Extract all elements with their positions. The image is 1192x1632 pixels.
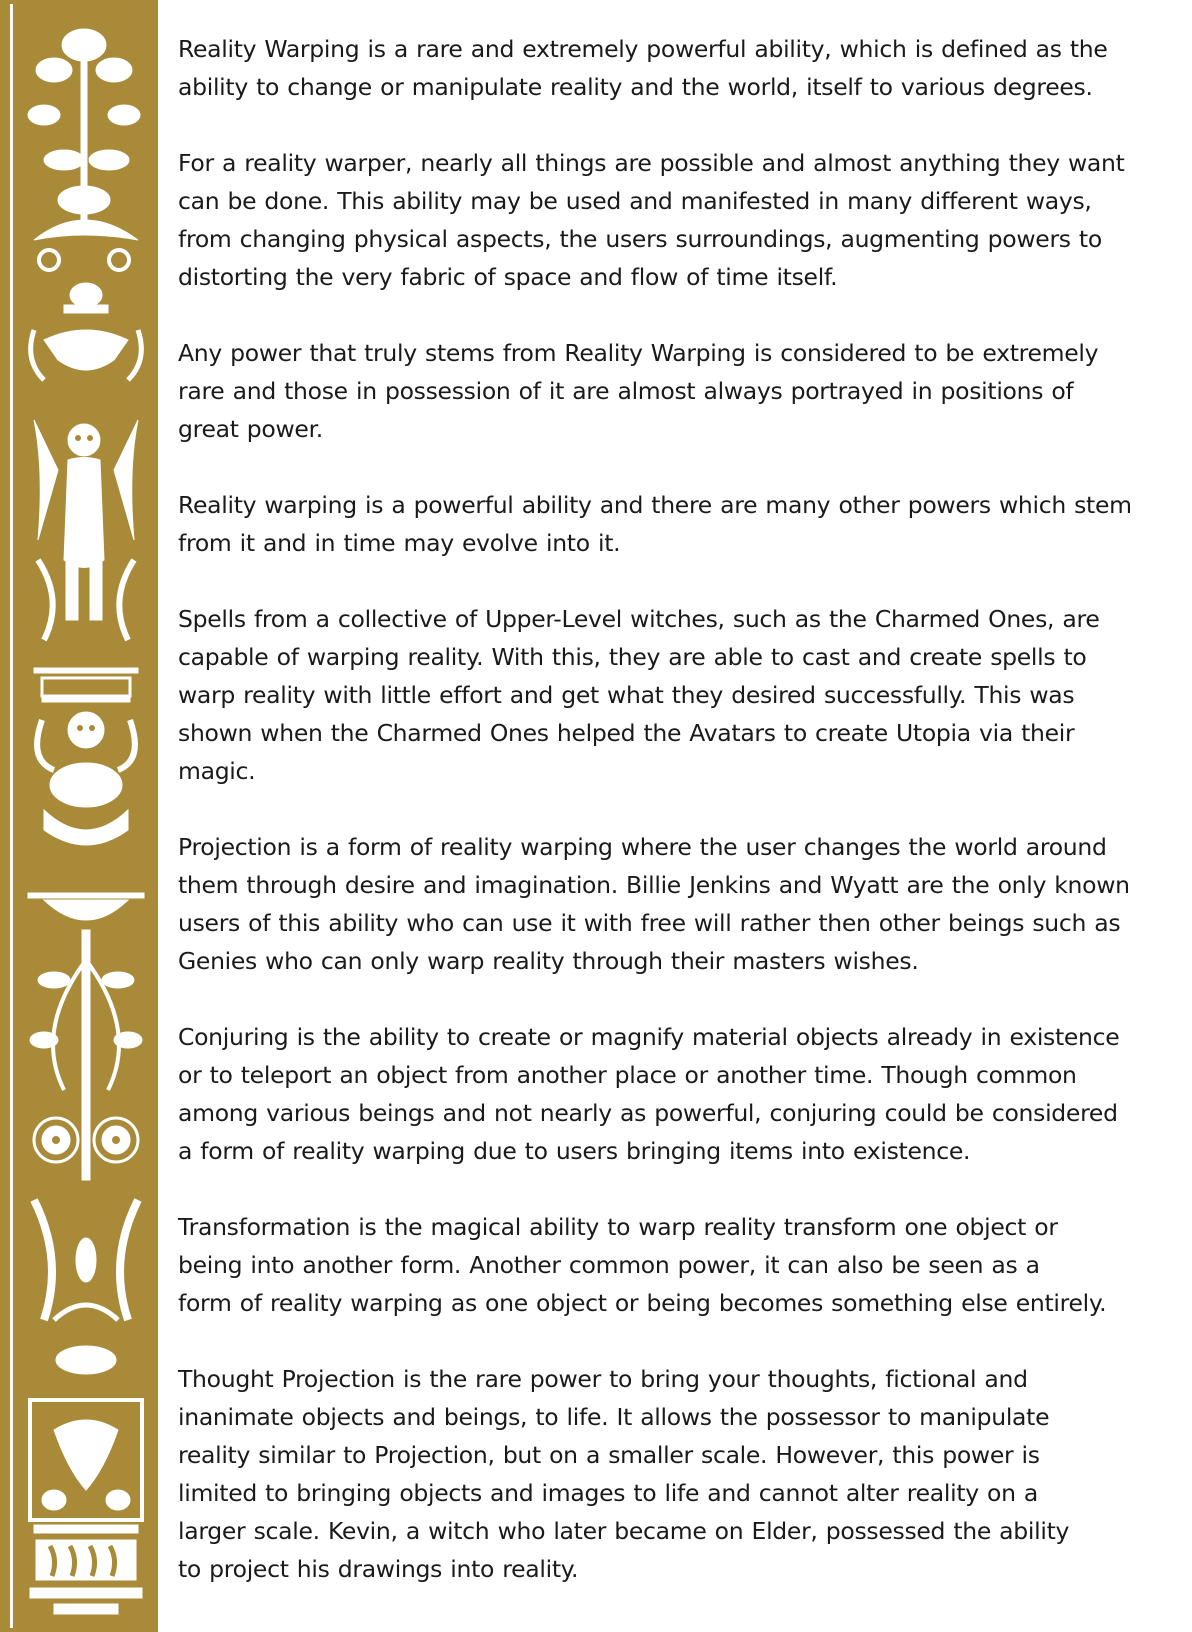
text-line: Transformation is the magical ability to warp reality transform one object or — [178, 1213, 1058, 1241]
article-body — [178, 30, 1178, 1626]
text-line: ability to change or manipulate reality and the world, itself to various degrees. — [178, 73, 1093, 101]
text-line: rare and those in possession of it are almost always portrayed in positions of — [178, 377, 1074, 405]
mask-icon — [37, 712, 135, 845]
text-line: them through desire and imagination. Billie Jenkins and Wyatt are the only known — [178, 871, 1130, 899]
paragraph-conjuring — [178, 1018, 1178, 1170]
text-line: form of reality warping as one object or being becomes something else entirely. — [178, 1289, 1107, 1317]
ornament-artwork — [14, 0, 158, 1632]
vase-icon — [30, 1400, 142, 1614]
paragraph-rarity — [178, 334, 1178, 448]
paragraph-reality-warper — [178, 144, 1178, 296]
text-line: Reality warping is a powerful ability and there are many other powers which stem — [178, 491, 1132, 519]
paragraph-transformation — [178, 1208, 1178, 1322]
text-line: warp reality with little effort and get what they desired successfully. This was — [178, 681, 1075, 709]
flower-icon — [28, 29, 140, 270]
text-line: distorting the very fabric of space and flow of time itself. — [178, 263, 838, 291]
text-line: magic. — [178, 757, 256, 785]
text-line: from changing physical aspects, the users surroundings, augmenting powers to — [178, 225, 1102, 253]
text-line: being into another form. Another common power, it can also be seen as a — [178, 1251, 1040, 1279]
text-line: limited to bringing objects and images to life and cannot alter reality on a — [178, 1479, 1038, 1507]
paragraph-spells — [178, 600, 1178, 790]
paragraph-intro — [178, 30, 1178, 106]
paragraph-projection — [178, 828, 1178, 980]
cherub-icon — [34, 420, 138, 640]
text-line: users of this ability who can use it with free will rather then other beings such as — [178, 909, 1121, 937]
text-line: Spells from a collective of Upper-Level witches, such as the Charmed Ones, are — [178, 605, 1100, 633]
urn-icon — [31, 283, 142, 380]
text-line: capable of warping reality. With this, they are able to cast and create spells to — [178, 643, 1087, 671]
text-line: Thought Projection is the rare power to bring your thoughts, fictional and — [178, 1365, 1028, 1393]
text-line: larger scale. Kevin, a witch who later became on Elder, possessed the ability — [178, 1517, 1070, 1545]
text-line: among various beings and not nearly as powerful, conjuring could be considered — [178, 1099, 1118, 1127]
text-line: Any power that truly stems from Reality Warping is considered to be extremely — [178, 339, 1099, 367]
text-line: Projection is a form of reality warping where the user changes the world around — [178, 833, 1107, 861]
text-line: inanimate objects and beings, to life. It allows the possessor to manipulate — [178, 1403, 1050, 1431]
text-line: great power. — [178, 415, 323, 443]
text-line: or to teleport an object from another place or another time. Though common — [178, 1061, 1077, 1089]
ornamental-border — [0, 0, 158, 1632]
text-line: Genies who can only warp reality through their masters wishes. — [178, 947, 919, 975]
text-line: from it and in time may evolve into it. — [178, 529, 621, 557]
text-line: to project his drawings into reality. — [178, 1555, 579, 1583]
text-line: Reality Warping is a rare and extremely powerful ability, which is defined as the — [178, 35, 1108, 63]
text-line: Conjuring is the ability to create or magnify material objects already in existence — [178, 1023, 1120, 1051]
text-line: shown when the Charmed Ones helped the Avatars to create Utopia via their — [178, 719, 1075, 747]
text-line: For a reality warper, nearly all things are possible and almost anything they want — [178, 149, 1125, 177]
paragraph-other-powers — [178, 486, 1178, 562]
border-rule — [10, 4, 13, 1628]
text-line: reality similar to Projection, but on a smaller scale. However, this power is — [178, 1441, 1040, 1469]
text-line: can be done. This ability may be used and manifested in many different ways, — [178, 187, 1092, 215]
text-line: a form of reality warping due to users bringing items into existence. — [178, 1137, 971, 1165]
paragraph-thought-projection — [178, 1360, 1178, 1588]
